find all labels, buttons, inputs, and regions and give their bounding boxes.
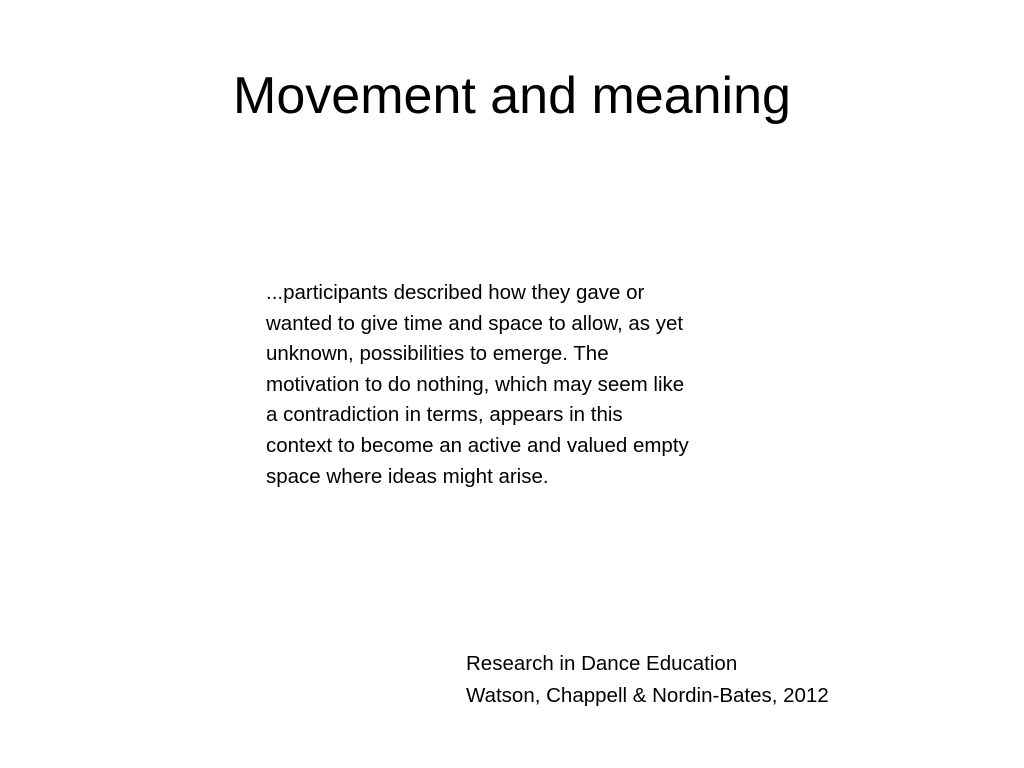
quote-line: space where ideas might arise. bbox=[266, 464, 549, 488]
quote-line: wanted to give time and space to allow, as yet bbox=[266, 311, 684, 335]
citation bbox=[466, 648, 1006, 712]
quote-line: context to become an active and valued empty bbox=[266, 433, 689, 457]
quote-line: unknown, possibilities to emerge. The bbox=[266, 342, 609, 366]
citation-journal: Research in Dance Education bbox=[466, 652, 738, 675]
quote-line: ...participants described how they gave or bbox=[266, 281, 645, 304]
quote-line: a contradiction in terms, appears in this bbox=[266, 403, 623, 427]
slide-title: Movement and meaning bbox=[233, 67, 791, 125]
quote-line: motivation to do nothing, which may seem like bbox=[266, 372, 685, 396]
citation-authors-year: Watson, Chappell & Nordin-Bates, 2012 bbox=[466, 684, 829, 707]
quote-block bbox=[266, 278, 766, 492]
